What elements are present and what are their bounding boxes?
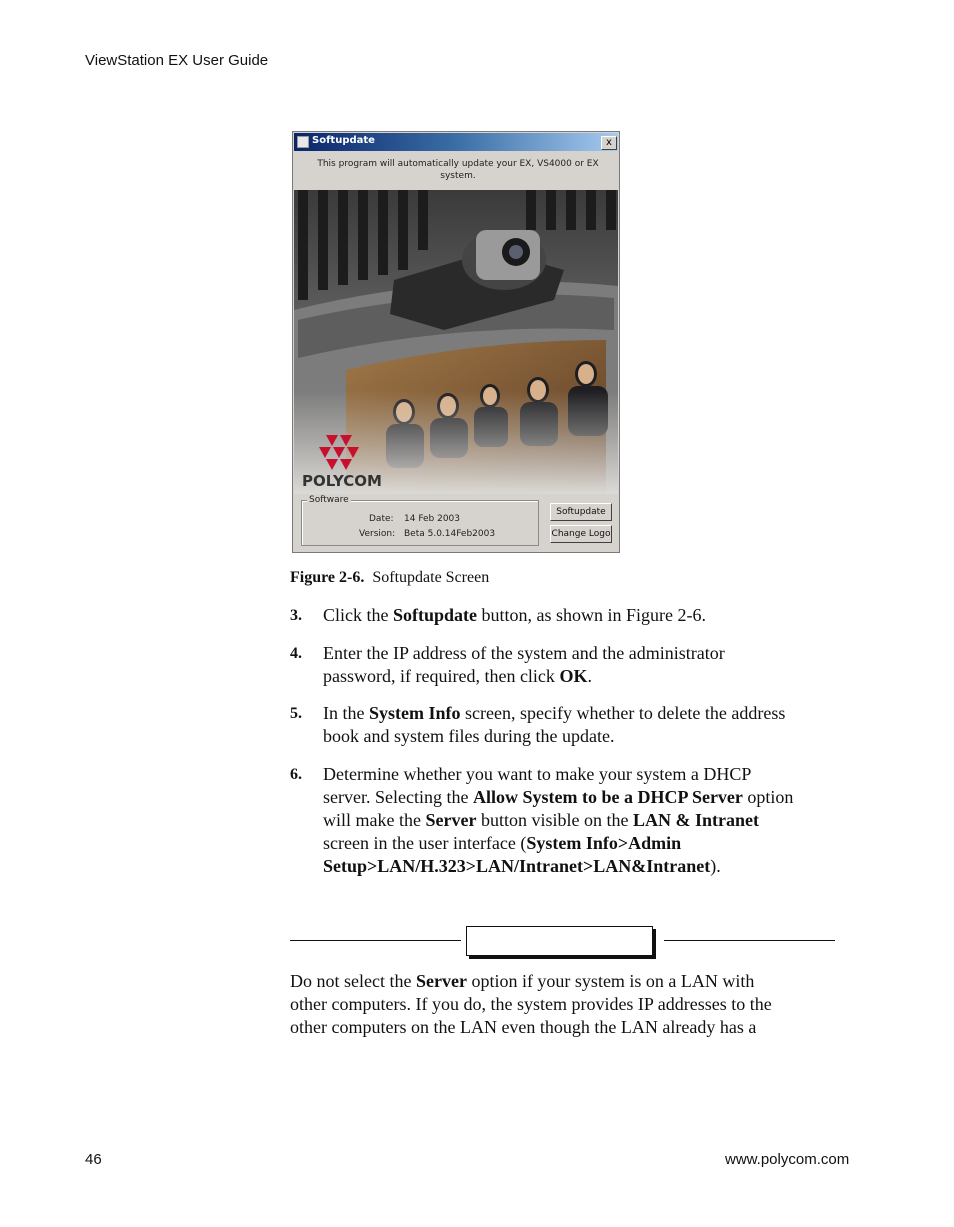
intro-line-1: This program will automatically update your EX, VS4000 or EX — [317, 159, 599, 169]
figure-caption — [290, 569, 489, 587]
step-number-3: 3. — [290, 607, 302, 624]
app-icon — [297, 136, 309, 148]
software-group-label: Software — [309, 495, 349, 505]
version-value: Beta 5.0.14Feb2003 — [404, 529, 496, 539]
step-3-text: Click the Softupdate button, as shown in Figure 2-6. — [323, 605, 707, 625]
note-rule-left — [290, 940, 461, 941]
date-value: 14 Feb 2003 — [404, 514, 461, 524]
intro-text — [313, 158, 603, 182]
intro-line-2: system. — [440, 171, 476, 181]
page-number: 46 — [85, 1151, 102, 1168]
product-photo — [294, 190, 618, 494]
date-label: Date: — [369, 514, 394, 524]
title-bar[interactable] — [294, 133, 618, 151]
note-rule-right — [664, 940, 835, 941]
close-button[interactable]: x — [601, 136, 617, 150]
step-number-6: 6. — [290, 766, 302, 783]
note-text: Do not select the Server option if your system is on a LAN with other computers. If you do, the system provides IP addresses to the other computers on the LAN even though the LAN already has a — [290, 971, 772, 1037]
softupdate-button[interactable]: Softupdate — [550, 503, 612, 521]
footer-url: www.polycom.com — [725, 1151, 850, 1168]
step-6-text: Determine whether you want to make your system a DHCP server. Selecting the Allow System to be a DHCP Server option will make the Server button visible on the LAN & Intranet screen in the user interface (System Info>Admin Setup>LAN/H.323>LAN/Intranet>LAN&Intranet). — [323, 764, 794, 876]
running-header: ViewStation EX User Guide — [85, 52, 269, 69]
step-5-text: In the System Info screen, specify whether to delete the address book and system files during the update. — [323, 703, 786, 746]
softupdate-dialog — [292, 131, 620, 553]
change-logo-button[interactable]: Change Logo — [550, 525, 612, 543]
version-label: Version: — [359, 529, 396, 539]
dialog-title: Softupdate — [312, 135, 375, 146]
step-number-5: 5. — [290, 705, 302, 722]
step-4-text: Enter the IP address of the system and the administrator password, if required, then click OK. — [323, 643, 725, 686]
polycom-logo-text: POLYCOM — [302, 472, 382, 490]
note-heading-box — [466, 926, 653, 956]
figure-label: Figure 2-6. — [290, 569, 365, 586]
figure-title: Softupdate Screen — [372, 569, 490, 586]
step-number-4: 4. — [290, 645, 302, 662]
